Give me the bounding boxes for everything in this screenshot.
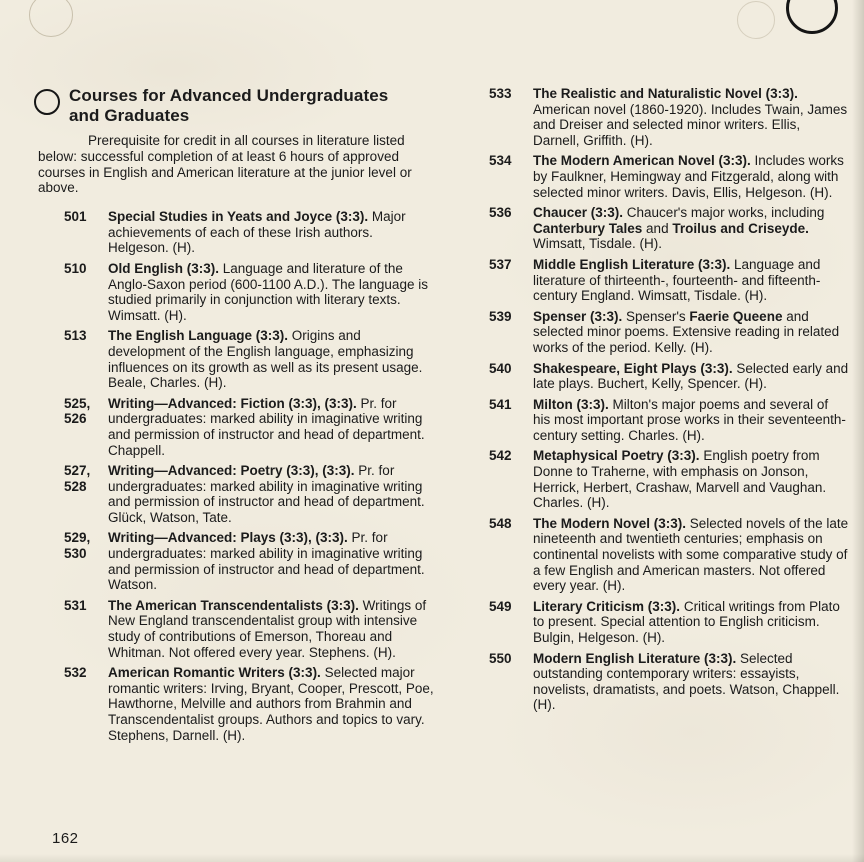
faint-circle-right-icon: [737, 1, 775, 39]
course-number: 548: [489, 515, 512, 531]
course-number: 539: [489, 308, 512, 324]
course-number: 531: [64, 597, 87, 613]
course-text: Spenser (3:3). Spenser's Faerie Queene and selected minor poems. Extensive reading in related works of the period. Kelly. (H).: [533, 308, 840, 355]
course-number: 501: [64, 209, 87, 225]
course-entry: [489, 205, 849, 252]
course-entry: [489, 153, 849, 200]
course-number: 536: [489, 205, 512, 221]
section-title-line1: Courses for Advanced Undergraduates: [69, 86, 389, 105]
course-text: Special Studies in Yeats and Joyce (3:3). Major achievements of each of these Irish authors. Helgeson. (H).: [108, 209, 406, 256]
course-text: Shakespeare, Eight Plays (3:3). Selected early and late plays. Buchert, Kelly, Spencer. (H).: [533, 360, 849, 392]
section-circle-icon: [34, 89, 60, 115]
course-entry: [489, 516, 849, 594]
course-entry: [489, 257, 849, 304]
course-number: 550: [489, 650, 512, 666]
course-entry: [489, 599, 849, 646]
course-entry: [34, 396, 434, 458]
course-number: 513: [64, 328, 87, 344]
course-text: Chaucer (3:3). Chaucer's major works, including Canterbury Tales and Troilus and Criseyde. Wimsatt, Tisdale. (H).: [533, 205, 825, 252]
course-text: The Modern American Novel (3:3). Includes works by Faulkner, Hemingway and Fitzgerald, along with selected minor writers. Davis, Ellis, Helgeson. (H).: [533, 153, 844, 200]
course-number: 537: [489, 256, 512, 272]
course-entry: [34, 328, 434, 390]
course-number: 527, 528: [64, 463, 91, 494]
course-number: 549: [489, 598, 512, 614]
course-list-left: [34, 209, 434, 743]
course-text: The Realistic and Naturalistic Novel (3:3). American novel (1860-1920). Includes Twain, James and Dreiser and selected minor writers. Ellis, Darnell, Griffith. (H).: [533, 86, 848, 148]
page-bottom-shadow: [0, 854, 864, 862]
course-entry: [34, 598, 434, 660]
course-entry: [34, 530, 434, 592]
course-text: Literary Criticism (3:3). Critical writings from Plato to present. Special attention to English criticism. Bulgin, Helgeson. (H).: [533, 598, 840, 645]
course-entry: [34, 665, 434, 743]
course-text: Writing—Advanced: Fiction (3:3), (3:3). Pr. for undergraduates: marked ability in imaginative writing and permission of instructor and head of department. Chappell.: [108, 395, 425, 458]
section-title: [69, 86, 409, 126]
course-number: 529, 530: [64, 530, 91, 562]
course-entry: [489, 448, 849, 510]
course-text: Modern English Literature (3:3). Selected outstanding contemporary writers: essayists, novelists, dramatists, and poets. Watson, Chappell. (H).: [533, 650, 840, 713]
prerequisite-paragraph: Prerequisite for credit in all courses in literature listed below: successful completion of at least 6 hours of approved courses in English and American literature at the junior level or above.: [38, 133, 412, 196]
course-number: 510: [64, 260, 87, 276]
page-edge-shadow: [852, 0, 864, 862]
page-number: 162: [52, 830, 79, 847]
course-number: 532: [64, 665, 87, 681]
course-text: The American Transcendentalists (3:3). Writings of New England transcendentalist group with intensive study of contributions of Emerson, Thoreau and Whitman. Not offered every year. Stephens. (H).: [108, 597, 427, 660]
course-text: Writing—Advanced: Poetry (3:3), (3:3). Pr. for undergraduates: marked ability in imaginative writing and permission of instructor and head of department. Glück, Watson, Tate.: [108, 463, 425, 525]
course-text: American Romantic Writers (3:3). Selected major romantic writers: Irving, Bryant, Cooper, Prescott, Poe, Hawthorne, Melville and authors from Brahmin and Transcendentalist groups. Authors and topics to vary. Stephens, Darnell. (H).: [108, 665, 434, 743]
course-entry: [34, 209, 434, 256]
course-entry: [489, 86, 849, 148]
course-entry: [489, 361, 849, 392]
course-entry: [489, 309, 849, 356]
course-number: 540: [489, 360, 512, 376]
section-title-line2: and Graduates: [69, 106, 190, 125]
course-list-right: [489, 86, 849, 713]
section-header: [34, 86, 434, 126]
course-text: Old English (3:3). Language and literature of the Anglo-Saxon period (600-1100 A.D.). The language is studied primarily in conjunction with literary texts. Wimsatt. (H).: [108, 260, 428, 323]
course-number: 525, 526: [64, 395, 91, 427]
course-entry: [34, 261, 434, 323]
course-number: 533: [489, 86, 512, 101]
course-entry: [34, 463, 434, 525]
left-column: [34, 86, 434, 748]
course-text: Middle English Literature (3:3). Language and literature of thirteenth-, fourteenth- and fifteenth-century England. Wimsatt, Tisdale. (H).: [533, 256, 821, 304]
right-column: [489, 86, 849, 718]
course-text: Metaphysical Poetry (3:3). English poetry from Donne to Traherne, with emphasis on Jonson, Herrick, Herbert, Crashaw, Marvell and Vaughan. Charles. (H).: [533, 448, 827, 511]
course-number: 534: [489, 153, 512, 169]
course-entry: [489, 397, 849, 444]
course-number: 542: [489, 448, 512, 464]
course-text: Milton (3:3). Milton's major poems and several of his most important prose works in their seventeenth-century setting. Charles. (H).: [533, 396, 846, 443]
course-text: Writing—Advanced: Plays (3:3), (3:3). Pr. for undergraduates: marked ability in imaginative writing and permission of instructor and head of department. Watson.: [108, 530, 425, 593]
course-entry: [489, 651, 849, 713]
course-text: The Modern Novel (3:3). Selected novels of the late nineteenth and twentieth centuries; emphasis on continental novelists with some comparative study of a few English and American masters. Not offered every year. (H).: [533, 515, 849, 594]
course-number: 541: [489, 396, 512, 412]
course-text: The English Language (3:3). Origins and development of the English language, emphasizing influences on its growth as well as its present usage. Beale, Charles. (H).: [108, 328, 423, 391]
